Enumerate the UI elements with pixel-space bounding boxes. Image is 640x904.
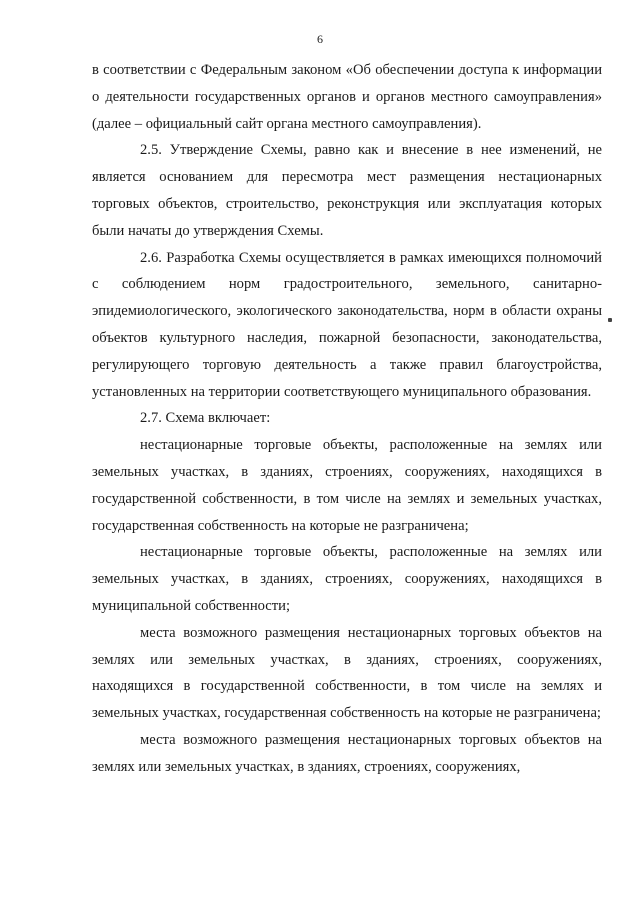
paragraph-2-5: 2.5. Утверждение Схемы, равно как и внесение в нее изменений, не является основанием для пересмотра мест размещения нестационарных торговых объектов, строительство, реконструкция или эксплуатация которых были начаты до утверждения Схемы. bbox=[92, 142, 602, 239]
list-item-municipal-objects: нестационарные торговые объекты, расположенные на землях или земельных участках, в зданиях, строениях, сооружениях, находящихся в муниципальной собственности; bbox=[92, 544, 602, 614]
paragraph-2-6: 2.6. Разработка Схемы осуществляется в рамках имеющихся полномочий с соблюдением норм градостроительного, земельного, санитарно-эпидемиологического, экологического законодательства, норм в области охраны объектов культурного наследия, пожарной безопасности, законодательства, регулирующего торговую деятельность а также правил благоустройства, установленных на территории соответствующего муниципального образования. bbox=[92, 249, 602, 400]
list-item-state-places: места возможного размещения нестационарных торговых объектов на землях или земельных участках, в зданиях, строениях, сооружениях, находящихся в государственной собственности, в том числе на землях и земельных участках, государственная собственность на которые не разграничена; bbox=[92, 624, 602, 722]
list-item-municipal-places: места возможного размещения нестационарных торговых объектов на землях или земельных участках, в зданиях, строениях, сооружениях, bbox=[92, 731, 602, 775]
document-body bbox=[92, 57, 602, 781]
paragraph-continuation: в соответствии с Федеральным законом «Об обеспечении доступа к информации о деятельности государственных органов и органов местного самоуправления» (далее – официальный сайт органа местного самоуправления). bbox=[92, 62, 602, 132]
paragraph-2-7: 2.7. Схема включает: bbox=[140, 410, 271, 427]
list-item-state-objects: нестационарные торговые объекты, расположенные на землях или земельных участках, в зданиях, строениях, сооружениях, находящихся в государственной собственности, в том числе на землях и земельных участках, государственная собственность на которые не разграничена; bbox=[92, 437, 602, 534]
page-number: 6 bbox=[317, 32, 323, 46]
scan-artifact-mark bbox=[608, 318, 612, 322]
